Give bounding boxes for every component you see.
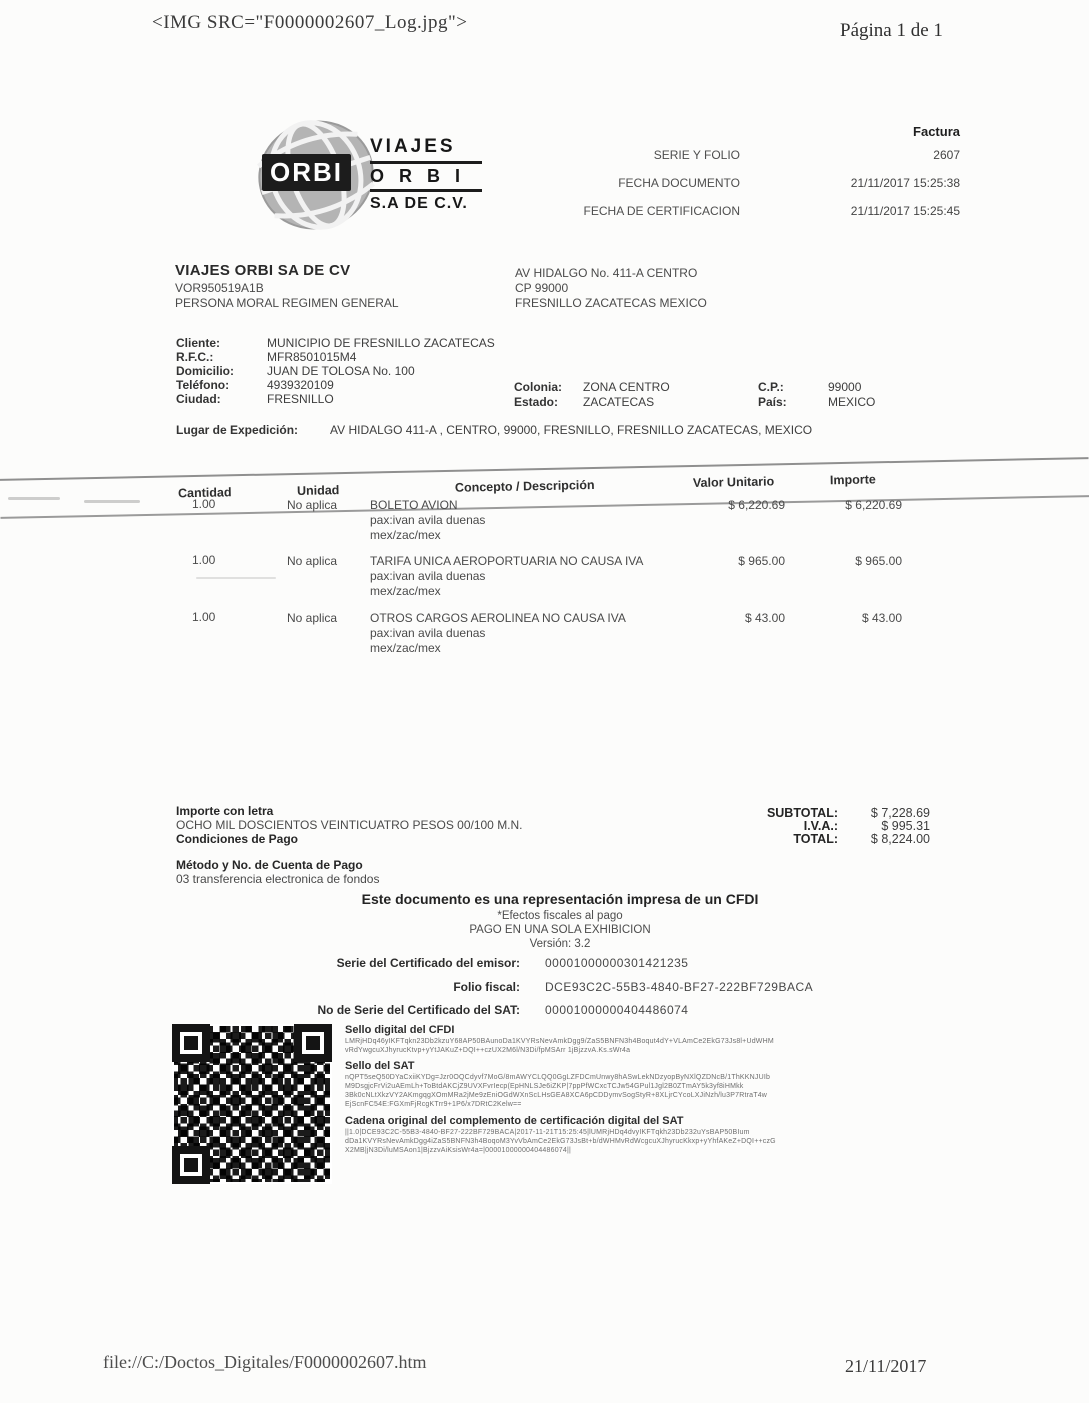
items-table-header (0, 457, 1089, 519)
domicilio-label: Domicilio: (176, 364, 235, 378)
cfdi-note-3: Versión: 3.2 (529, 938, 591, 950)
row-concepto-3: mex/zac/mex (370, 528, 441, 542)
cliente-value: MUNICIPIO DE FRESNILLO ZACATECAS (267, 336, 495, 350)
emitter-address-1: AV HIDALGO No. 411-A CENTRO (515, 266, 698, 280)
cfdi-note-2: PAGO EN UNA SOLA EXHIBICION (469, 924, 651, 936)
row-concepto-2: pax:ivan avila duenas (370, 626, 486, 640)
row-valor-unitario: $ 43.00 (744, 611, 785, 625)
qr-finder-top-right (294, 1024, 332, 1062)
telefono-value: 4939320109 (267, 378, 334, 392)
col-valor-unitario: Valor Unitario (692, 474, 775, 491)
cadena-original-label: Cadena original del complemento de certificación digital del SAT (345, 1115, 684, 1127)
metodo-pago-value: 03 transferencia electronica de fondos (176, 872, 380, 886)
emitter-name: VIAJES ORBI SA DE CV (175, 262, 351, 279)
row-importe: $ 43.00 (861, 611, 902, 625)
serie-emisor-value: 00001000000301421235 (545, 956, 689, 970)
row-cantidad: 1.00 (192, 497, 216, 511)
row-concepto-2: pax:ivan avila duenas (370, 513, 486, 527)
domicilio-value: JUAN DE TOLOSA No. 100 (267, 364, 415, 378)
importe-letra-value: OCHO MIL DOSCIENTOS VEINTICUATRO PESOS 00/100 M.N. (176, 818, 523, 832)
sello-cfdi-line-1: LMRjHDq46yIKFTqkn23Db2kzuY68AP50BAunoDa1KVYRsNevAmkDgg9/ZaS5BNFN3h4Boqut4dY+VLAmCe2EkG73Js8l+UdWHM (345, 1038, 774, 1045)
doc-type-label: Factura (913, 124, 960, 139)
sello-sat-label: Sello del SAT (345, 1060, 415, 1072)
page-number: Página 1 de 1 (840, 20, 943, 41)
cfdi-note-1: *Efectos fiscales al pago (497, 910, 623, 922)
logo-line2: O R B I (370, 161, 482, 192)
cadena-line-3: X2MB|jN3Di/luMSAon1|BjzzvAiKsisWr4a=|00001000000404486074|| (345, 1147, 572, 1154)
row-concepto-3: mex/zac/mex (370, 641, 441, 655)
scan-artifact-dash (196, 577, 276, 579)
cadena-line-1: ||1.0|DCE93C2C-55B3-4840-BF27-222BF729BACA|2017-11-21T15:25:45|lUMRjHDq4dvyIKFTqkh23Db232uYsBAP50BIum (345, 1129, 750, 1136)
pais-value: MEXICO (828, 395, 876, 409)
row-importe: $ 965.00 (855, 554, 902, 568)
fecha-certificacion-label: FECHA DE CERTIFICACION (583, 204, 740, 218)
serie-folio-label: SERIE Y FOLIO (653, 148, 740, 162)
metodo-pago-label: Método y No. de Cuenta de Pago (176, 858, 363, 872)
row-concepto-1: OTROS CARGOS AEROLINEA NO CAUSA IVA (370, 611, 626, 625)
emitter-rfc: VOR950519A1B (175, 281, 264, 295)
iva-label: I.V.A.: (803, 819, 838, 833)
pais-label: País: (758, 395, 787, 409)
client-rfc-label: R.F.C.: (176, 350, 214, 364)
folio-fiscal-label: Folio fiscal: (453, 980, 520, 994)
emitter-regimen: PERSONA MORAL REGIMEN GENERAL (175, 296, 399, 310)
footer-file-path: file://C:/Doctos_Digitales/F0000002607.htm (103, 1352, 427, 1372)
company-logo (252, 116, 482, 241)
estado-value: ZACATECAS (583, 395, 655, 409)
total-value: $ 8,224.00 (870, 832, 930, 846)
iva-value: $ 995.31 (881, 819, 930, 833)
condiciones-pago-label: Condiciones de Pago (176, 832, 299, 846)
sello-cfdi-line-2: vRdYwgcuXJhyrucKtvp+yYtJAKuZ+DQI++czUX2M6l/N3Di/fpMSArr 1jBjzzvA.Ks.sWr4a (345, 1047, 631, 1054)
sello-cfdi-label: Sello digital del CFDI (345, 1024, 455, 1036)
row-importe: $ 6,220.69 (845, 498, 902, 512)
subtotal-label: SUBTOTAL: (766, 806, 838, 820)
estado-label: Estado: (514, 395, 559, 409)
row-unidad: No aplica (287, 498, 338, 512)
serie-folio-value: 2607 (933, 148, 960, 162)
sello-sat-line-2: M9DsgjcFrVi2uAEmLh+ToBtdAKCjZ9UVXFvrIecp(EpHNLSJe6iZKP|7ppPfWCxcTCJw54GPul1Jgl2B0ZTmAY5k3yf8iHMkk (345, 1083, 744, 1090)
col-cantidad: Cantidad (177, 485, 232, 501)
subtotal-value: $ 7,228.69 (870, 806, 930, 820)
cp-label: C.P.: (758, 380, 784, 394)
col-concepto: Concepto / Descripción (454, 477, 595, 495)
importe-letra-label: Importe con letra (176, 804, 274, 818)
ciudad-value: FRESNILLO (267, 392, 334, 406)
row-concepto-3: mex/zac/mex (370, 584, 441, 598)
col-importe: Importe (829, 472, 876, 488)
emitter-address-3: FRESNILLO ZACATECAS MEXICO (515, 296, 707, 310)
fecha-documento-value: 21/11/2017 15:25:38 (850, 176, 960, 190)
telefono-label: Teléfono: (176, 378, 230, 392)
colonia-label: Colonia: (514, 380, 562, 394)
total-label: TOTAL: (793, 832, 838, 846)
fecha-certificacion-value: 21/11/2017 15:25:45 (850, 204, 960, 218)
footer-date: 21/11/2017 (845, 1356, 927, 1376)
row-concepto-1: BOLETO AVION (370, 498, 458, 512)
serie-sat-label: No de Serie del Certificado del SAT: (317, 1003, 520, 1017)
col-unidad: Unidad (296, 483, 340, 498)
sello-sat-line-3: 3Bk0cNLtXkzVY2AKmgqgXOmMRa2jMe9zEniOGdWXnScLHsGEA8XCA6pCDDymvSogStyR+8XLjrCYcoLXJiNzh/lu3P7RtraT4w (345, 1092, 768, 1099)
sello-sat-line-1: nQPT5seQ50DYaCxiiKYDg=Jzr0OQCdyvf7MoG/8mAWYCLQQ0GgLZFDCmUnwy8hASwLekNDzyopByNXlQZDNcB/1ThKKNJUIb (345, 1074, 771, 1081)
img-src-text: <IMG SRC="F0000002607_Log.jpg"> (152, 12, 468, 33)
qr-finder-bottom-left (172, 1146, 210, 1184)
serie-sat-value: 00001000000404486074 (545, 1003, 689, 1017)
logo-orbi-overlay: ORBI (262, 154, 351, 191)
qr-code (172, 1024, 332, 1184)
logo-line3: S.A DE C.V. (370, 195, 468, 212)
colonia-value: ZONA CENTRO (583, 380, 670, 394)
cp-value: 99000 (828, 380, 862, 394)
folio-fiscal-value: DCE93C2C-55B3-4840-BF27-222BF729BACA (545, 980, 814, 994)
row-concepto-1: TARIFA UNICA AEROPORTUARIA NO CAUSA IVA (370, 554, 644, 568)
row-unidad: No aplica (287, 611, 338, 625)
logo-text (370, 136, 482, 213)
sello-sat-line-4: EjScnFC54E:FGXmFjRcgKTrr9+1P6/x7DRtC2Kelw== (345, 1101, 522, 1108)
ciudad-label: Ciudad: (176, 392, 221, 406)
row-cantidad: 1.00 (192, 553, 216, 567)
row-concepto-2: pax:ivan avila duenas (370, 569, 486, 583)
cliente-label: Cliente: (176, 336, 221, 350)
emitter-address-2: CP 99000 (515, 281, 569, 295)
cfdi-title: Este documento es una representación impresa de un CFDI (361, 891, 759, 907)
logo-line1: VIAJES (370, 136, 456, 157)
row-unidad: No aplica (287, 554, 338, 568)
qr-finder-top-left (172, 1024, 210, 1062)
lugar-expedicion-label: Lugar de Expedición: (176, 423, 299, 437)
lugar-expedicion-value: AV HIDALGO 411-A , CENTRO, 99000, FRESNILLO, FRESNILLO ZACATECAS, MEXICO (330, 423, 813, 437)
client-rfc-value: MFR8501015M4 (267, 350, 357, 364)
fecha-documento-label: FECHA DOCUMENTO (618, 176, 740, 190)
serie-emisor-label: Serie del Certificado del emisor: (336, 956, 520, 970)
row-valor-unitario: $ 965.00 (738, 554, 785, 568)
cadena-line-2: dDa1KVYRsNevAmkDgg4iZaS5BNFN3h4BoqoM3YvVbAmCe2EkG73JsBt+b/dWHMvRdWcgcuXJhyrucKkxp+yYhfAKeZ+DQI++czG (345, 1138, 776, 1145)
row-valor-unitario: $ 6,220.69 (728, 498, 785, 512)
row-cantidad: 1.00 (192, 610, 216, 624)
